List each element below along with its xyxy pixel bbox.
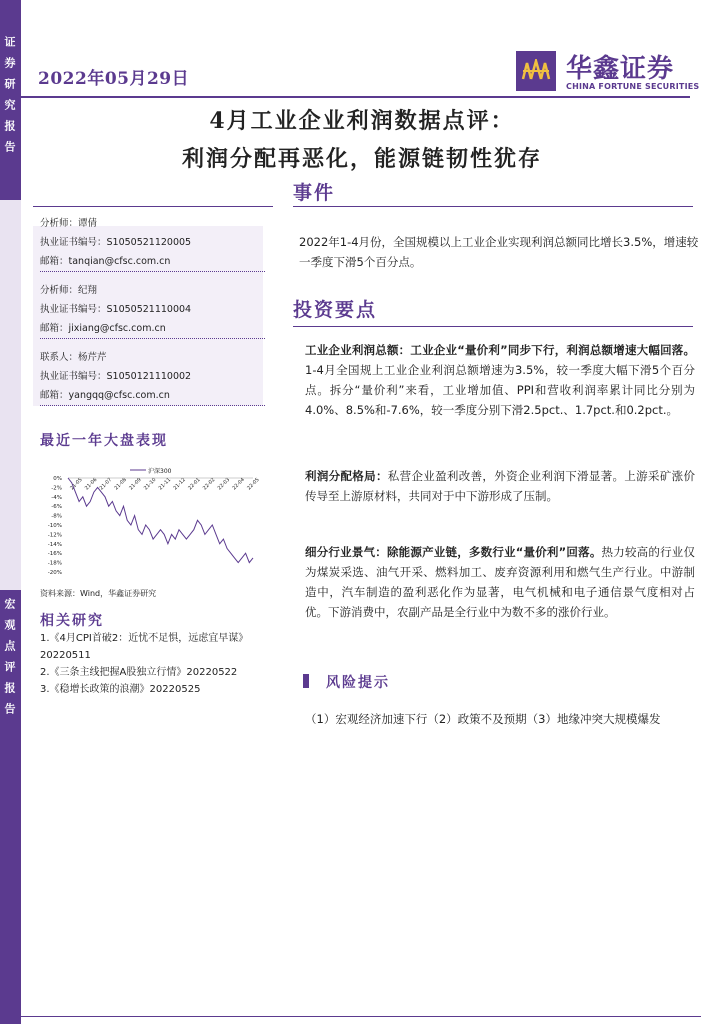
invest-p2-bold: 利润分配格局：	[305, 469, 388, 483]
x-tick-label: 22-03	[216, 476, 232, 492]
event-text: 2022年1-4月份，全国规模以上工业企业实现利润总额同比增长3.5%，增速较一季度下滑5个百分点。	[299, 235, 699, 269]
x-tick-label: 22-04	[231, 476, 246, 492]
x-tick-label: 21-06	[83, 476, 99, 492]
invest-divider	[293, 326, 693, 327]
y-tick-label: -12%	[47, 532, 62, 539]
x-tick-label: 21-09	[128, 476, 143, 492]
left-panel-divider	[33, 206, 273, 207]
event-divider	[293, 206, 693, 207]
x-tick-label: 21-08	[113, 476, 128, 492]
legend-label: 沪深300	[148, 468, 172, 475]
contact-block	[40, 348, 265, 406]
invest-p3-bold: 细分行业景气：除能源产业链，多数行业“量价利”回落。	[305, 545, 602, 559]
x-tick-label: 21-11	[157, 476, 173, 492]
x-tick-label: 22-05	[246, 476, 261, 492]
x-tick-label: 21-12	[172, 476, 187, 492]
related-item[interactable]: 1.《4月CPI首破2：近忧不足惧，远虑宜早谋》20220511	[40, 633, 249, 661]
page-title-line2: 利润分配再恶化，能源链韧性犹存	[181, 146, 542, 172]
y-tick-label: -10%	[47, 523, 62, 529]
invest-paragraph-3	[305, 542, 695, 622]
y-tick-label: -4%	[51, 494, 62, 501]
contact-email[interactable]: 邮箱：jixiang@cfsc.com.cn	[40, 319, 265, 339]
header-divider	[21, 96, 690, 98]
risk-heading: 风险提示	[326, 675, 390, 691]
sidebar-bottom-label: 宏观点评报告	[3, 598, 16, 724]
related-item[interactable]: 3.《稳增长政策的浪潮》20220525	[40, 684, 201, 695]
contact-license: 执业证书编号：S1050521110004	[40, 304, 192, 315]
footer-divider	[21, 1016, 701, 1017]
contact-license: 执业证书编号：S1050121110002	[40, 371, 192, 382]
x-tick-label: 21-05	[69, 476, 84, 492]
contact-email[interactable]: 邮箱：yangqq@cfsc.com.cn	[40, 386, 265, 406]
logo-en-text: CHINA FORTUNE SECURITIES	[566, 82, 700, 91]
contact-license: 执业证书编号：S1050521120005	[40, 237, 192, 248]
related-heading: 相关研究	[40, 613, 104, 629]
invest-p1-bold: 工业企业利润总额：工业企业“量价利”同步下行，利润总额增速大幅回落。	[305, 343, 695, 357]
invest-p3-text: 热力较高的行业仅为煤炭采选、油气开采、燃料加工、废弃资源利用和燃气生产行业。中游制造中，汽车制造的盈利恶化作为显著，电气机械和电子通信景气度相对占优。下游消费中，农副产品是全行业中为数不多的涨价行业。	[305, 545, 695, 619]
chart-source: 资料来源：Wind，华鑫证券研究	[40, 589, 157, 598]
page-title-line1: 4月工业企业利润数据点评：	[209, 108, 515, 134]
x-tick-label: 21-10	[142, 476, 158, 492]
invest-heading: 投资要点	[293, 299, 378, 321]
x-tick-label: 22-01	[187, 476, 202, 492]
market-chart	[38, 460, 263, 580]
risk-marker-icon	[303, 674, 309, 688]
contact-name: 联系人：杨芹芹	[40, 352, 107, 363]
sidebar-top-label: 证券研究报告	[3, 36, 16, 162]
y-tick-label: -18%	[47, 560, 62, 567]
x-tick-label: 21-07	[98, 476, 114, 492]
market-heading: 最近一年大盘表现	[40, 433, 168, 449]
sidebar-light-band	[0, 200, 21, 590]
contact-name: 分析师：谭倩	[40, 218, 98, 229]
market-chart-svg	[38, 460, 263, 580]
logo-cn-text: 华鑫证券	[566, 54, 675, 84]
invest-p2-text: 私营企业盈利改善，外资企业利润下滑显著。上游采矿涨价传导至上游原材料，共同对于中下游形成了压制。	[305, 469, 695, 503]
x-tick-label: 22-02	[201, 476, 217, 492]
event-heading: 事件	[293, 182, 336, 204]
invest-paragraph-2	[305, 466, 695, 506]
invest-paragraph-1	[305, 340, 695, 420]
contact-block	[40, 281, 265, 339]
report-date: 2022年05月29日	[38, 69, 190, 89]
y-tick-label: -14%	[47, 541, 62, 548]
contacts-panel	[40, 214, 265, 415]
y-tick-label: -6%	[51, 504, 62, 511]
contact-name: 分析师：纪翔	[40, 285, 98, 296]
invest-p1-text: 1-4月全国规上工业企业利润总额增速为3.5%，较一季度大幅下滑5个百分点。拆分“量价利”来看，工业增加值、PPI和营收利润率累计同比分别为4.0%、8.5%和-7.6%，较一季度分别下滑2.5pct.、1.7pct.和0.2pct.。	[305, 363, 695, 417]
related-list	[40, 630, 270, 698]
y-tick-label: -20%	[47, 570, 62, 576]
contact-email[interactable]: 邮箱：tanqian@cfsc.com.cn	[40, 252, 265, 272]
risk-text: （1）宏观经济加速下行（2）政策不及预期（3）地缘冲突大规模爆发	[305, 712, 661, 726]
y-tick-label: -8%	[51, 513, 62, 520]
y-tick-label: -16%	[47, 551, 62, 558]
y-tick-label: 0%	[53, 476, 62, 482]
related-item[interactable]: 2.《三条主线把握A股独立行情》20220522	[40, 667, 238, 678]
contact-block	[40, 214, 265, 272]
y-tick-label: -2%	[51, 485, 62, 492]
company-logo-icon	[516, 51, 556, 91]
